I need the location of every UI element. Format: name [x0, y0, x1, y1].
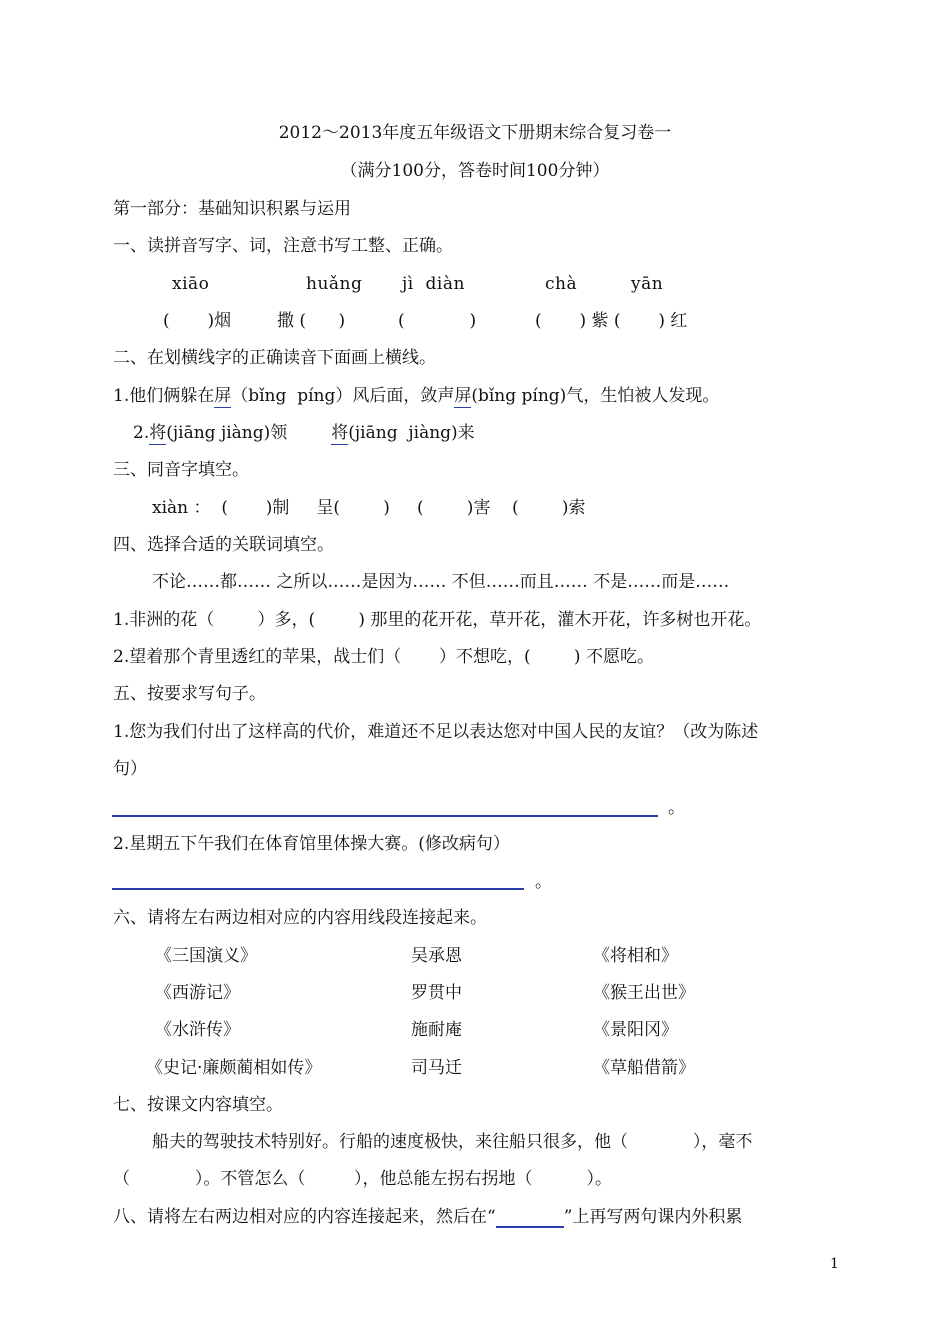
blank-line[interactable] — [496, 1208, 564, 1228]
q2-sentence-1: 1.他们俩躲在屏（bǐng píng）风后面，敛声屏(bǐng píng)气，生怕被人发现。 — [113, 386, 720, 406]
underlined-char: 将 — [331, 423, 349, 443]
q4-heading: 四、选择合适的关联词填空。 — [113, 535, 334, 555]
answer-line-1[interactable] — [112, 815, 658, 817]
page-title: 2012～2013年度五年级语文下册期末综合复习卷一 — [278, 123, 672, 143]
excerpt-title: 《景阳冈》 — [593, 1020, 678, 1040]
q3-heading: 三、同音字填空。 — [113, 460, 249, 480]
book-title: 《西游记》 — [155, 983, 240, 1003]
q7-line-2: （ ）。不管怎么（ ），他总能左拐右拐地（ ）。 — [113, 1169, 613, 1189]
author-name: 吴承恩 — [411, 946, 462, 966]
author-name: 罗贯中 — [411, 983, 462, 1003]
excerpt-title: 《猴王出世》 — [593, 983, 695, 1003]
q8-heading: 八、请将左右两边相对应的内容连接起来，然后在“ ”上再写两句课内外积累 — [113, 1207, 743, 1227]
q5-heading: 五、按要求写句子。 — [113, 684, 266, 704]
part-heading: 第一部分：基础知识积累与运用 — [113, 199, 351, 219]
q1-blank-2: 撒 ( ) — [277, 311, 346, 331]
q4-sentence-2: 2.望着那个青里透红的苹果，战士们（ ）不想吃，( ) 不愿吃。 — [113, 647, 654, 667]
author-name: 施耐庵 — [411, 1020, 462, 1040]
q4-sentence-1: 1.非洲的花（ ）多，( ) 那里的花开花，草开花，灌木开花，许多树也开花。 — [113, 610, 762, 630]
page-subtitle: （满分100分，答卷时间100分钟） — [340, 161, 610, 181]
q5-sentence-1: 1.您为我们付出了这样高的代价，难道还不足以表达您对中国人民的友谊？（改为陈述 — [113, 722, 759, 742]
author-name: 司马迁 — [411, 1058, 462, 1078]
period-2: 。 — [535, 872, 552, 892]
q1-blank-4: ( ) 紫 ( ) 红 — [535, 311, 688, 331]
q1-pinyin-1: xiāo — [172, 274, 210, 294]
q1-blank-1: ( )烟 — [163, 311, 232, 331]
q1-heading: 一、读拼音写字、词，注意书写工整、正确。 — [113, 236, 453, 256]
q1-pinyin-2: huǎng — [306, 274, 363, 294]
page-number: 1 — [830, 1256, 839, 1272]
q1-pinyin-3: jì diàn — [402, 274, 465, 294]
underlined-char: 将 — [149, 423, 167, 443]
q5-sentence-1-cont: 句） — [113, 759, 147, 779]
period-1: 。 — [668, 798, 685, 818]
q5-sentence-2: 2.星期五下午我们在体育馆里体操大赛。(修改病句） — [113, 834, 510, 854]
underlined-char: 屏 — [214, 386, 232, 406]
q7-line-1: 船夫的驾驶技术特别好。行船的速度极快，来往船只很多，他（ ），毫不 — [152, 1132, 753, 1152]
excerpt-title: 《草船借箭》 — [593, 1058, 695, 1078]
q1-pinyin-5: yān — [631, 274, 664, 294]
q3-line: xiàn ： ( )制 呈( ) ( )害 ( )索 — [152, 498, 586, 518]
q2-sentence-2: 2.将(jiāng jiàng)领 将(jiāng jiàng)来 — [133, 423, 475, 443]
excerpt-title: 《将相和》 — [593, 946, 678, 966]
q6-heading: 六、请将左右两边相对应的内容用线段连接起来。 — [113, 908, 487, 928]
book-title: 《三国演义》 — [155, 946, 257, 966]
q1-pinyin-4: chà — [545, 274, 578, 294]
q1-blank-3: ( ) — [398, 311, 477, 331]
answer-line-2[interactable] — [112, 888, 524, 890]
underlined-char: 屏 — [454, 386, 472, 406]
q7-heading: 七、按课文内容填空。 — [113, 1095, 283, 1115]
q4-options: 不论……都…… 之所以……是因为…… 不但……而且…… 不是……而是…… — [152, 572, 730, 592]
book-title: 《水浒传》 — [155, 1020, 240, 1040]
q2-heading: 二、在划横线字的正确读音下面画上横线。 — [113, 348, 436, 368]
book-title: 《史记·廉颇蔺相如传》 — [146, 1058, 322, 1078]
